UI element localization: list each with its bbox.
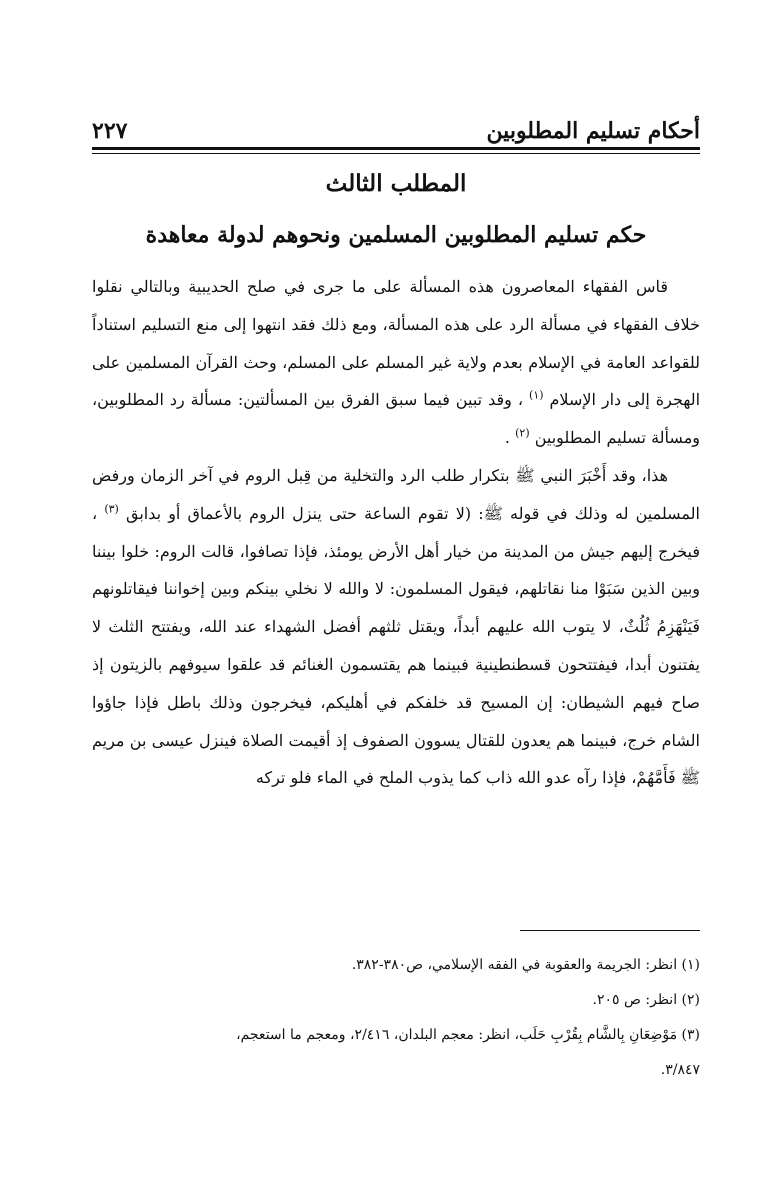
paragraph-1 [92, 268, 700, 457]
header-rule-thick [92, 147, 700, 150]
paragraph-2-part-b: ، فيخرج إليهم جيش من المدينة من خيار أهل الأرض يومئذ، فإذا تصافوا، قالت الروم: خلوا بيننا وبين الذين سَبَوْا منا نقاتلهم، فيقول المسلمون: لا والله لا نخلي بينكم وبين إخواننا فيقاتلونهم فَيَنْهَزِمُ ثُلُثٌ، لا يتوب الله عليهم أبداً، ويقتل ثلثهم أفضل الشهداء عند الله، ويفتتح الثلث لا يفتنون أبدا، فيفتتحون قسطنطينية فبينما هم يقتسمون الغنائم قد علقوا سيوفهم بالزيتون إذ صاح فيهم الشيطان: إن المسيح قد خلفكم في أهليكم، فيخرجون وذلك باطل فإذا جاؤوا الشام خرج، فبينما هم يعدون للقتال يسوون الصفوف إذ أقيمت الصلاة فينزل عيسى بن مريم ﷺ فَأَمَّهُمْ، فإذا رآه عدو الله ذاب كما يذوب الملح في الماء فلو تركه [92, 503, 700, 788]
running-title: أحكام تسليم المطلوبين [486, 118, 700, 144]
footnotes [92, 948, 700, 1088]
paragraph-1-part-b: ، وقد تبين فيما سبق الفرق بين المسألتين: مسألة رد المطلوبين، ومسألة تسليم المطلوبين [92, 390, 700, 448]
paragraph-2-part-a: هذا، وقد أَخْبَرَ النبي ﷺ بتكرار طلب الرد والتخلية من قِبل الروم في آخر الزمان ورفض المسلمين له وذلك في قوله ﷺ: (لا تقوم الساعة حتى ينزل الروم بالأعماق أو بدابق [92, 465, 701, 523]
header-rule-thin [92, 153, 700, 154]
page-header [92, 108, 700, 144]
footnote-3-line-2: ٣/٨٤٧. [660, 1062, 700, 1078]
paragraph-1-part-c: . [504, 428, 510, 448]
footnote-ref-3[interactable]: (٣) [104, 502, 119, 516]
body-text [92, 268, 700, 797]
section-subtitle: حكم تسليم المطلوبين المسلمين ونحوهم لدولة معاهدة [145, 222, 647, 248]
footnote-ref-2[interactable]: (٢) [515, 426, 530, 440]
section-title: المطلب الثالث [325, 170, 467, 197]
footnote-3 [92, 1018, 700, 1088]
footnote-2: (٢) انظر: ص ٢٠٥. [592, 992, 700, 1008]
footnote-separator [520, 930, 700, 931]
page-number: ٢٢٧ [92, 118, 128, 144]
footnote-1: (١) انظر: الجريمة والعقوبة في الفقه الإسلامي، ص٣٨٠-٣٨٢. [351, 957, 700, 973]
paragraph-1-part-a: قاس الفقهاء المعاصرون هذه المسألة على ما جرى في صلح الحديبية وبالتالي نقلوا خلاف الفقهاء في مسألة الرد على هذه المسألة، ومع ذلك فقد انتهوا إلى منع التسليم استناداً للقواعد العامة في الإسلام بعدم ولاية غير المسلم على المسلم، وحث القرآن المسلمين على الهجرة إلى دار الإسلام [92, 277, 701, 410]
footnote-3-line-1: (٣) مَوْضِعَانِ بِالشَّام بِقُرْبِ حَلَب، انظر: معجم البلدان، ٢/٤١٦، ومعجم ما استعجم، [236, 1027, 700, 1043]
footnote-ref-1[interactable]: (١) [528, 389, 544, 403]
paragraph-2 [92, 457, 700, 797]
